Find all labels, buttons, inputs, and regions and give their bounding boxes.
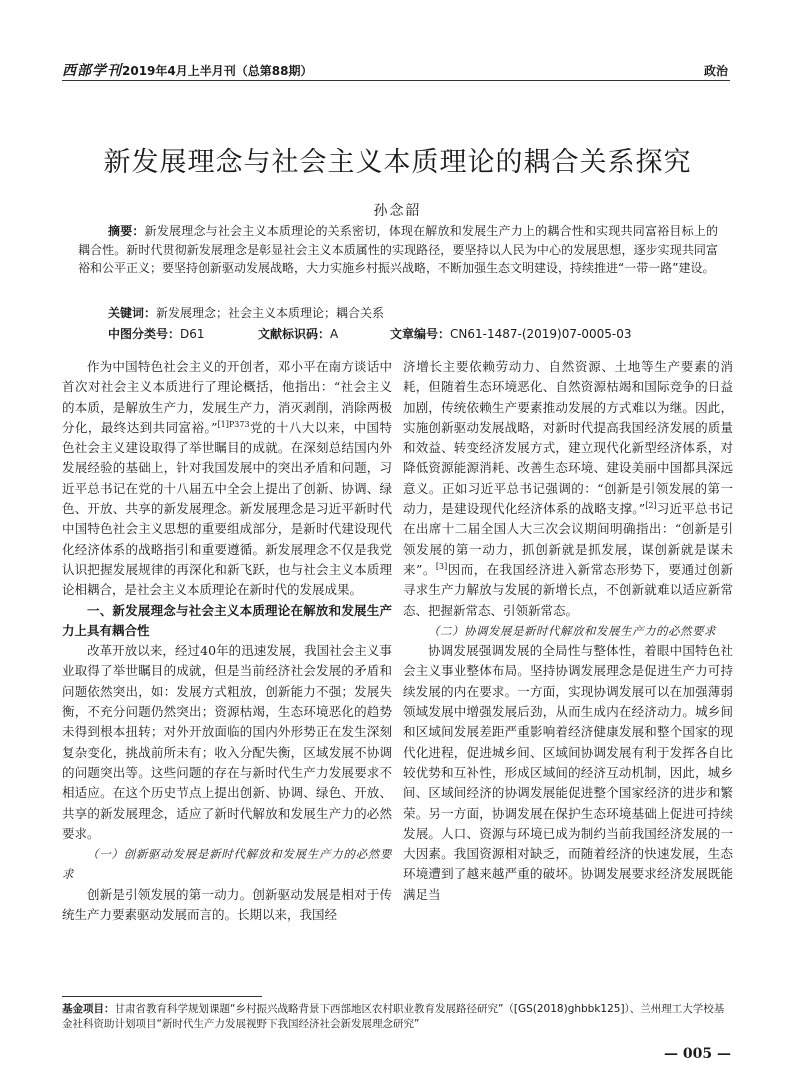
- page-number: — 005 —: [664, 1046, 731, 1062]
- citation: [2]: [645, 500, 657, 510]
- citation: [1]P373: [217, 419, 250, 429]
- abstract-label: 摘要：: [108, 224, 145, 238]
- article-title: 新发展理念与社会主义本质理论的耦合关系探究: [103, 147, 692, 178]
- body-paragraph: 作为中国特色社会主义的开创者，邓小平在南方谈话中首次对社会主义本质进行了理论概括，他指出：“社会主义的本质，是解放生产力，发展生产力，消灭剥削，消除两极分化，最终达到共同富裕。”$^{[1]P373}$党的十八大以来，中国特色社会主义建设取得了举世瞩目的成就。在深刻总结国内外发展经验的基础上，针对我国发展中的突出矛盾和问题，习近平总书记在党的十八届五中全会上提出了创新、协调、绿色、开放、共享的新发展理念。新发展理念是习近平新时代中国特色社会主义思想的重要组成部分，是新时代建设现代化经济体系的战略指引和重要遵循。新发展理念不仅是我党认识把握发展规律的再深化和新飞跃，也与社会主义本质理论相耦合，是社会主义本质理论在新时代的发展成果。: [62, 359, 392, 598]
- body-paragraph: 济增长主要依赖劳动力、自然资源、土地等生产要素的消耗，但随着生态环境恶化、自然资源枯竭和国际竞争的日益加剧，传统依赖生产要素推动发展的方式难以为继。因此，实施创新驱动发展战略，对新时代提高我国经济发展的质量和效益、转变经济发展方式，建立现代化新型经济体系，对降低资源能源消耗、改善生态环境、建设美丽中国都具深远意义。正如习近平总书记强调的：“创新是引领发展的第一动力，是建设现代化经济体系的战略支撑。”[2]习近平总书记在出席十二届全国人大三次会议期间明确指出：“创新是引领发展的第一动力，抓创新就是抓发展，谋创新就是谋未来”。[3]因而，在我国经济进入新常态形势下，要通过创新寻求生产力解放与发展的新增长点，不创新就难以适应新常态、把握新常态、引领新常态。: [403, 359, 733, 618]
- clc-code: 中图分类号：D61: [108, 327, 205, 341]
- journal-logo: 西部学刊: [62, 63, 122, 79]
- section-tag: 政治: [703, 64, 728, 78]
- body-column-left: [62, 357, 392, 982]
- citation: [3]: [435, 561, 448, 571]
- keywords-label: 关键词：: [108, 306, 157, 320]
- body-paragraph: 改革开放以来，经过40年的迅速发展，我国社会主义事业取得了举世瞩目的成就，但是当前经济社会发展的矛盾和问题依然突出，如：发展方式粗放，创新能力不强；发展失衡，不充分问题仍然突出；资源枯竭，生态环境恶化的趋势未得到根本扭转；对外开放面临的国内外形势正在发生深刻复杂变化，挑战前所未有；收入分配失衡，区域发展不协调的问题突出等。这些问题的存在与新时代生产力发展要求不相适应。在这个历史节点上提出创新、协调、绿色、开放、共享的新发展理念，适应了新时代解放和发展生产力的必然要求。: [62, 643, 392, 841]
- body-paragraph: 协调发展强调发展的全局性与整体性，着眼中国特色社会主义事业整体布局。坚持协调发展理念是促进生产力可持续发展的内在要求。一方面，实现协调发展可以在加强薄弱领域发展中增强发展后劲，从而生成内在经济动力。城乡间和区域间发展差距严重影响着经济健康发展和整个国家的现代化进程，促进城乡间、区域间协调发展有利于发挥各自比较优势和互补性，形成区域间的经济互动机制，因此，城乡间、区域间经济的协调发展能促进整个国家经济的进步和繁荣。另一方面，协调发展在保护生态环境基础上促进可持续发展。人口、资源与环境已成为制约当前我国经济发展的一大因素。我国资源相对缺乏，而随着经济的快速发展，生态环境遭到了越来越严重的破坏。协调发展要求经济发展既能满足当: [403, 643, 733, 902]
- footnote-divider: [62, 996, 262, 997]
- subsection-heading: （二）协调发展是新时代解放和发展生产力的必然要求: [428, 623, 716, 638]
- issue-info: 2019年4月上半月刊（总第88期）: [122, 64, 313, 78]
- footnote-label: 基金项目：: [62, 1003, 115, 1015]
- keywords-text: 新发展理念；社会主义本质理论；耦合关系: [156, 306, 385, 320]
- section-heading: 一、新发展理念与社会主义本质理论在解放和发展生产力上具有耦合性: [62, 602, 392, 638]
- article-number: 文章编号：CN61-1487-(2019)07-0005-03: [390, 327, 632, 341]
- page-header: [62, 58, 730, 81]
- subsection-heading: （一）创新驱动发展是新时代解放和发展生产力的必然要求: [62, 847, 392, 882]
- abstract-text: 新发展理念与社会主义本质理论的关系密切，体现在解放和发展生产力上的耦合性和实现共同富裕目标上的耦合性。新时代贯彻新发展理念是彰显社会主义本质属性的实现路径，要坚持以人民为中心的发展思想，逐步实现共同富裕和公平正义；要坚持创新驱动发展战略，大力实施乡村振兴战略，不断加强生态文明建设，持续推进“一带一路”建设。: [78, 224, 718, 275]
- funding-footnote: [62, 1002, 732, 1032]
- article-author: 孙念韶: [373, 203, 422, 219]
- document-code: 文献标识码：A: [258, 327, 339, 341]
- body-column-right: [403, 357, 733, 982]
- abstract: [78, 222, 718, 278]
- classification-line: [108, 325, 728, 343]
- footnote-text: 甘肃省教育科学规划课题“乡村振兴战略背景下西部地区农村职业教育发展路径研究”（[GS(2018)ghbbk125]）、兰州理工大学校基金社科资助计划项目“新时代生产力发展视野下我国经济社会新发展理念研究”: [62, 1003, 725, 1030]
- body-paragraph: 创新是引领发展的第一动力。创新驱动发展是相对于传统生产力要素驱动发展而言的。长期以来，我国经: [62, 886, 392, 923]
- keywords: [108, 304, 708, 321]
